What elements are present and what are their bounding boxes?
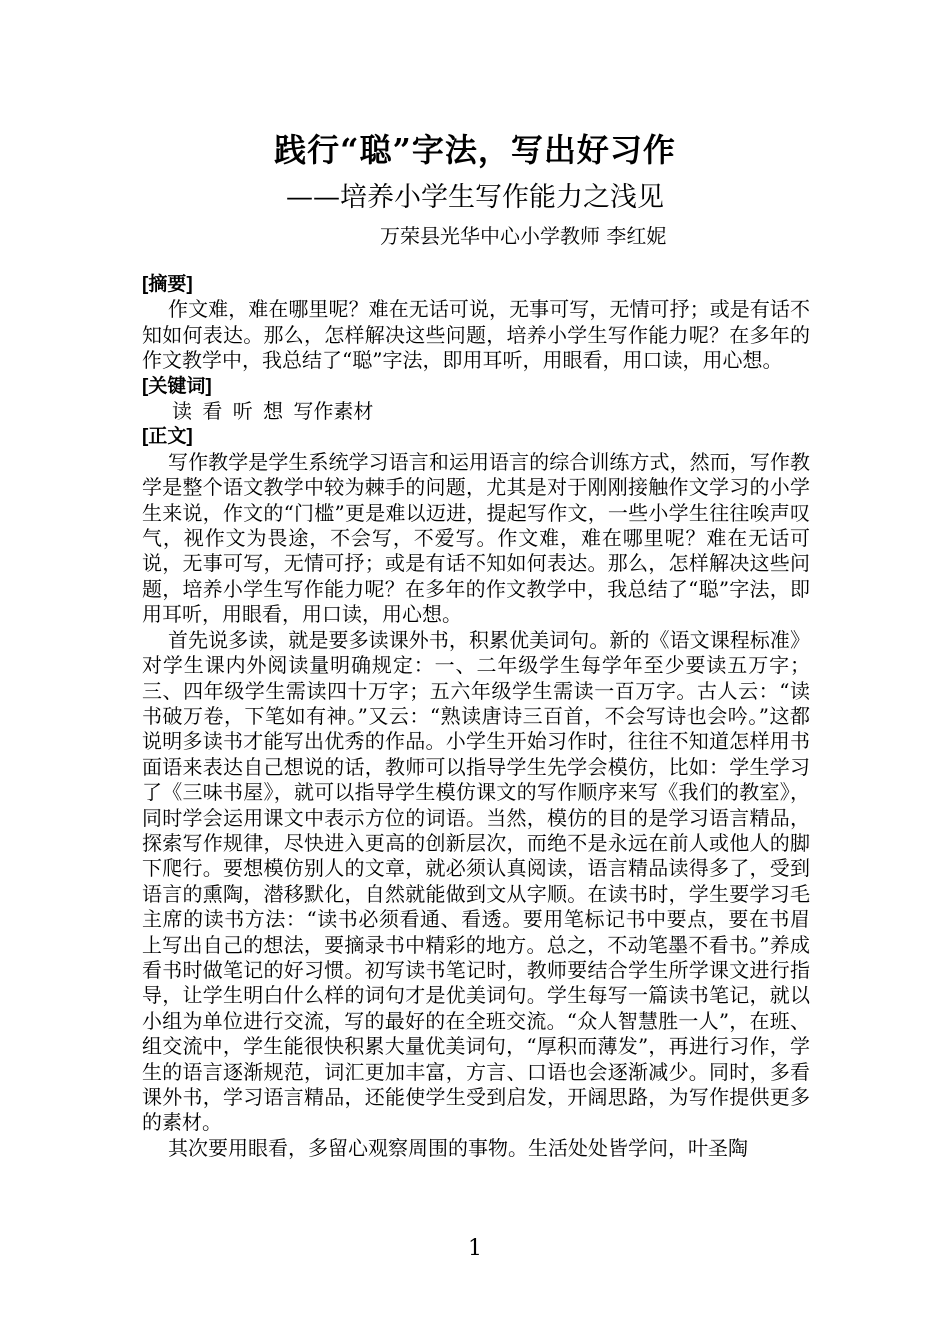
body-heading: [正文]	[142, 426, 193, 448]
keywords-heading: [关键词]	[142, 375, 212, 397]
document-title: 践行“聪”字法，写出好习作	[274, 131, 676, 169]
body-paragraph-1: 写作教学是学生系统学习语言和运用语言的综合训练方式，然而，写作教学是整个语文教学中较为棘手的问题，尤其是对于刚刚接触作文学习的小学生来说，作文的“门槛”更是难以迈进，提起写作文，一些小学生往往唉声叹气，视作文为畏途，不会写，不爱写。作文难，难在哪里呢？难在无话可说，无事可写，无情可抒；或是有话不知如何表达。那么，怎样解决这些问题，培养小学生写作能力呢？在多年的作文教学中，我总结了“聪”字法，即用耳听，用眼看，用口读，用心想。	[142, 449, 810, 627]
keywords-line: 读 看 听 想 写作素材	[172, 399, 374, 424]
page-number: 1	[468, 1236, 482, 1261]
author-line: 万荣县光华中心小学教师 李红妮	[380, 224, 667, 248]
body-paragraph-3: 其次要用眼看，多留心观察周围的事物。生活处处皆学问，叶圣陶	[168, 1135, 748, 1160]
body-paragraph-2: 首先说多读，就是要多读课外书，积累优美词句。新的《语文课程标准》对学生课内外阅读量明确规定：一、二年级学生每学年至少要读五万字；三、四年级学生需读四十万字；五六年级学生需读一百万字。古人云：“读书破万卷，下笔如有神。”又云：“熟读唐诗三百首，不会写诗也会吟。”这都说明多读书才能写出优秀的作品。小学生开始习作时，往往不知道怎样用书面语来表达自己想说的话，教师可以指导学生先学会模仿，比如：学生学习了《三味书屋》，就可以指导学生模仿课文的写作顺序来写《我们的教室》，同时学会运用课文中表示方位的词语。当然，模仿的目的是学习语言精品，探索写作规律，尽快进入更高的创新层次，而绝不是永远在前人或他人的脚下爬行。要想模仿别人的文章，就必须认真阅读，语言精品读得多了，受到语言的熏陶，潜移默化，自然就能做到文从字顺。在读书时，学生要学习毛主席的读书方法：“读书必须看通、看透。要用笔标记书中要点，要在书眉上写出自己的想法，要摘录书中精彩的地方。总之，不动笔墨不看书。”养成看书时做笔记的好习惯。初写读书笔记时，教师要结合学生所学课文进行指导，让学生明白什么样的词句才是优美词句。学生每写一篇读书笔记，就以小组为单位进行交流，写的最好的在全班交流。“众人智慧胜一人”，在班、组交流中，学生能很快积累大量优美词句，“厚积而薄发”，再进行习作，学生的语言逐渐规范，词汇更加丰富，方言、口语也会逐渐减少。同时，多看课外书，学习语言精品，还能使学生受到启发，开阔思路，为写作提供更多的素材。	[142, 627, 810, 1135]
abstract-paragraph: 作文难，难在哪里呢？难在无话可说，无事可写，无情可抒；或是有话不知如何表达。那么，怎样解决这些问题，培养小学生写作能力呢？在多年的作文教学中，我总结了“聪”字法，即用耳听，用眼看，用口读，用心想。	[142, 297, 810, 373]
abstract-heading: [摘要]	[142, 274, 193, 295]
document-body	[142, 272, 810, 1161]
document-subtitle: ——培养小学生写作能力之浅见	[286, 182, 664, 213]
